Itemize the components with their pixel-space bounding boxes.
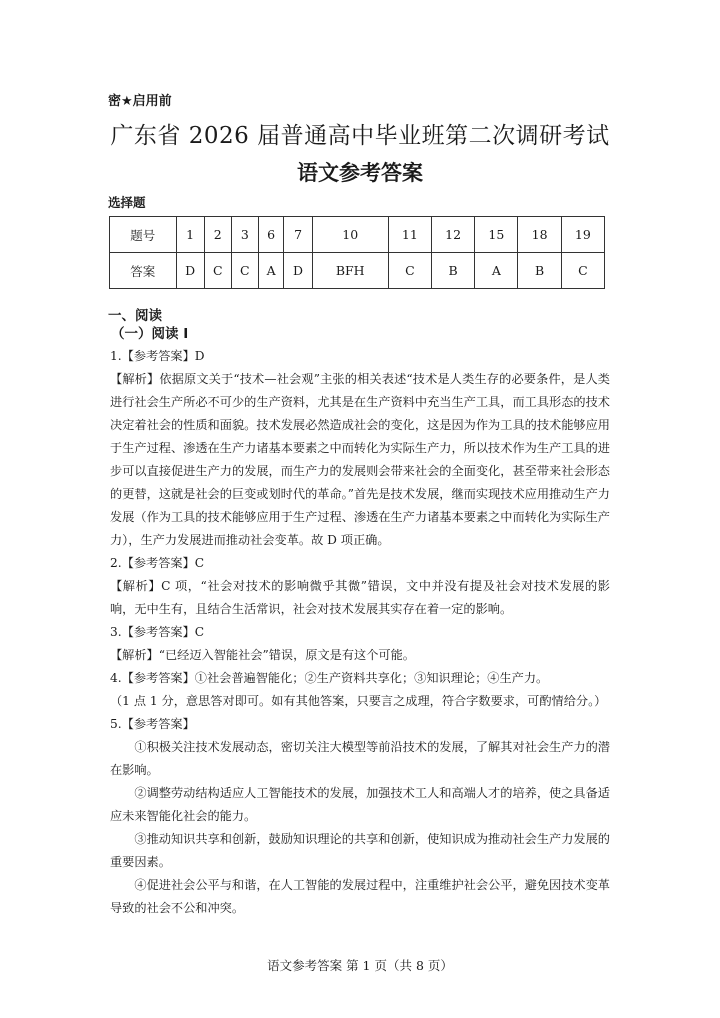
answer-q5-point: ①积极关注技术发展动态，密切关注大模型等前沿技术的发展，了解其对社会生产力的潜在影响。: [110, 740, 610, 777]
explanation-q3: 【解析】“已经迈入智能社会”错误，原文是有这个可能。: [110, 648, 415, 662]
exam-title: 广东省 2026 届普通高中毕业班第二次调研考试: [110, 123, 610, 149]
question-number: 11: [388, 217, 431, 253]
reading-subsection-heading: （一）阅读 I: [111, 326, 189, 342]
row-label-answer: 答案: [110, 253, 177, 289]
choice-section-heading: 选择题: [108, 195, 146, 210]
answer-q3: 3.【参考答案】C: [110, 625, 205, 639]
question-number: 15: [475, 217, 518, 253]
scoring-note-q4: （1 点 1 分，意思答对即可。如有其他答案，只要言之成理，符合字数要求，可酌情给分。）: [110, 694, 607, 708]
answer-cell: B: [518, 253, 561, 289]
answer-q4: 4.【参考答案】①社会普遍智能化；②生产资料共享化；③知识理论；④生产力。: [110, 671, 549, 685]
answer-cell: A: [475, 253, 518, 289]
answer-cell: D: [284, 253, 312, 289]
answer-table: [109, 216, 605, 289]
answer-q2: 2.【参考答案】C: [110, 556, 205, 570]
question-number: 18: [518, 217, 561, 253]
answer-cell: C: [204, 253, 231, 289]
answer-q5-point: ④促进社会公平与和谐，在人工智能的发展过程中，注重维护社会公平，避免因技术变革导致的社会不公和冲突。: [110, 878, 610, 915]
answer-q1: 1.【参考答案】D: [110, 349, 205, 363]
secret-mark: 密★启用前: [108, 94, 172, 109]
answer-cell: A: [258, 253, 284, 289]
explanation-q2: 【解析】C 项，“社会对技术的影响微乎其微”错误，文中并没有提及社会对技术发展的影响，无中生有，且结合生活常识，社会对技术发展其实存在着一定的影响。: [110, 579, 610, 616]
question-number: 2: [204, 217, 231, 253]
question-number: 3: [231, 217, 258, 253]
answer-q5: 5.【参考答案】: [110, 717, 195, 731]
question-number: 6: [258, 217, 284, 253]
answer-cell: C: [388, 253, 431, 289]
question-number: 7: [284, 217, 312, 253]
answer-cell: B: [432, 253, 475, 289]
reading-section-heading: 一、阅读: [108, 308, 162, 324]
question-number: 10: [312, 217, 388, 253]
answer-q5-point: ②调整劳动结构适应人工智能技术的发展，加强技术工人和高端人才的培养，使之具备适应未来智能化社会的能力。: [110, 786, 610, 823]
question-number: 1: [176, 217, 204, 253]
answer-body: [110, 345, 610, 920]
document-subtitle: 语文参考答案: [297, 161, 423, 185]
answer-cell: C: [231, 253, 258, 289]
row-label-number: 题号: [110, 217, 177, 253]
page-footer: 语文参考答案 第 1 页（共 8 页）: [267, 958, 453, 973]
answer-cell: D: [176, 253, 204, 289]
answer-cell: C: [561, 253, 604, 289]
question-number-row: [110, 217, 605, 253]
answer-cell: BFH: [312, 253, 388, 289]
answer-row: [110, 253, 605, 289]
answer-q5-point: ③推动知识共享和创新，鼓励知识理论的共享和创新，使知识成为推动社会生产力发展的重要因素。: [110, 832, 610, 869]
question-number: 19: [561, 217, 604, 253]
explanation-q1: 【解析】依据原文关于“技术—社会观”主张的相关表述“技术是人类生存的必要条件，是人类进行社会生产所必不可少的生产资料，尤其是在生产资料中充当生产工具，而工具形态的技术决定着社会的性质和面貌。技术发展必然造成社会的变化，这是因为作为工具的技术能够应用于生产过程、渗透在生产力诸基本要素之中而转化为实际生产力，所以技术作为生产工具的进步可以直接促进生产力的发展，而生产力的发展则会带来社会的全面变化，甚至带来社会形态的更替，这就是社会的巨变或划时代的革命。”首先是技术发展，继而实现技术应用推动生产力发展（作为工具的技术能够应用于生产过程、渗透在生产力诸基本要素之中而转化为实际生产力），生产力发展进而推动社会变革。故 D 项正确。: [110, 372, 610, 547]
question-number: 12: [432, 217, 475, 253]
